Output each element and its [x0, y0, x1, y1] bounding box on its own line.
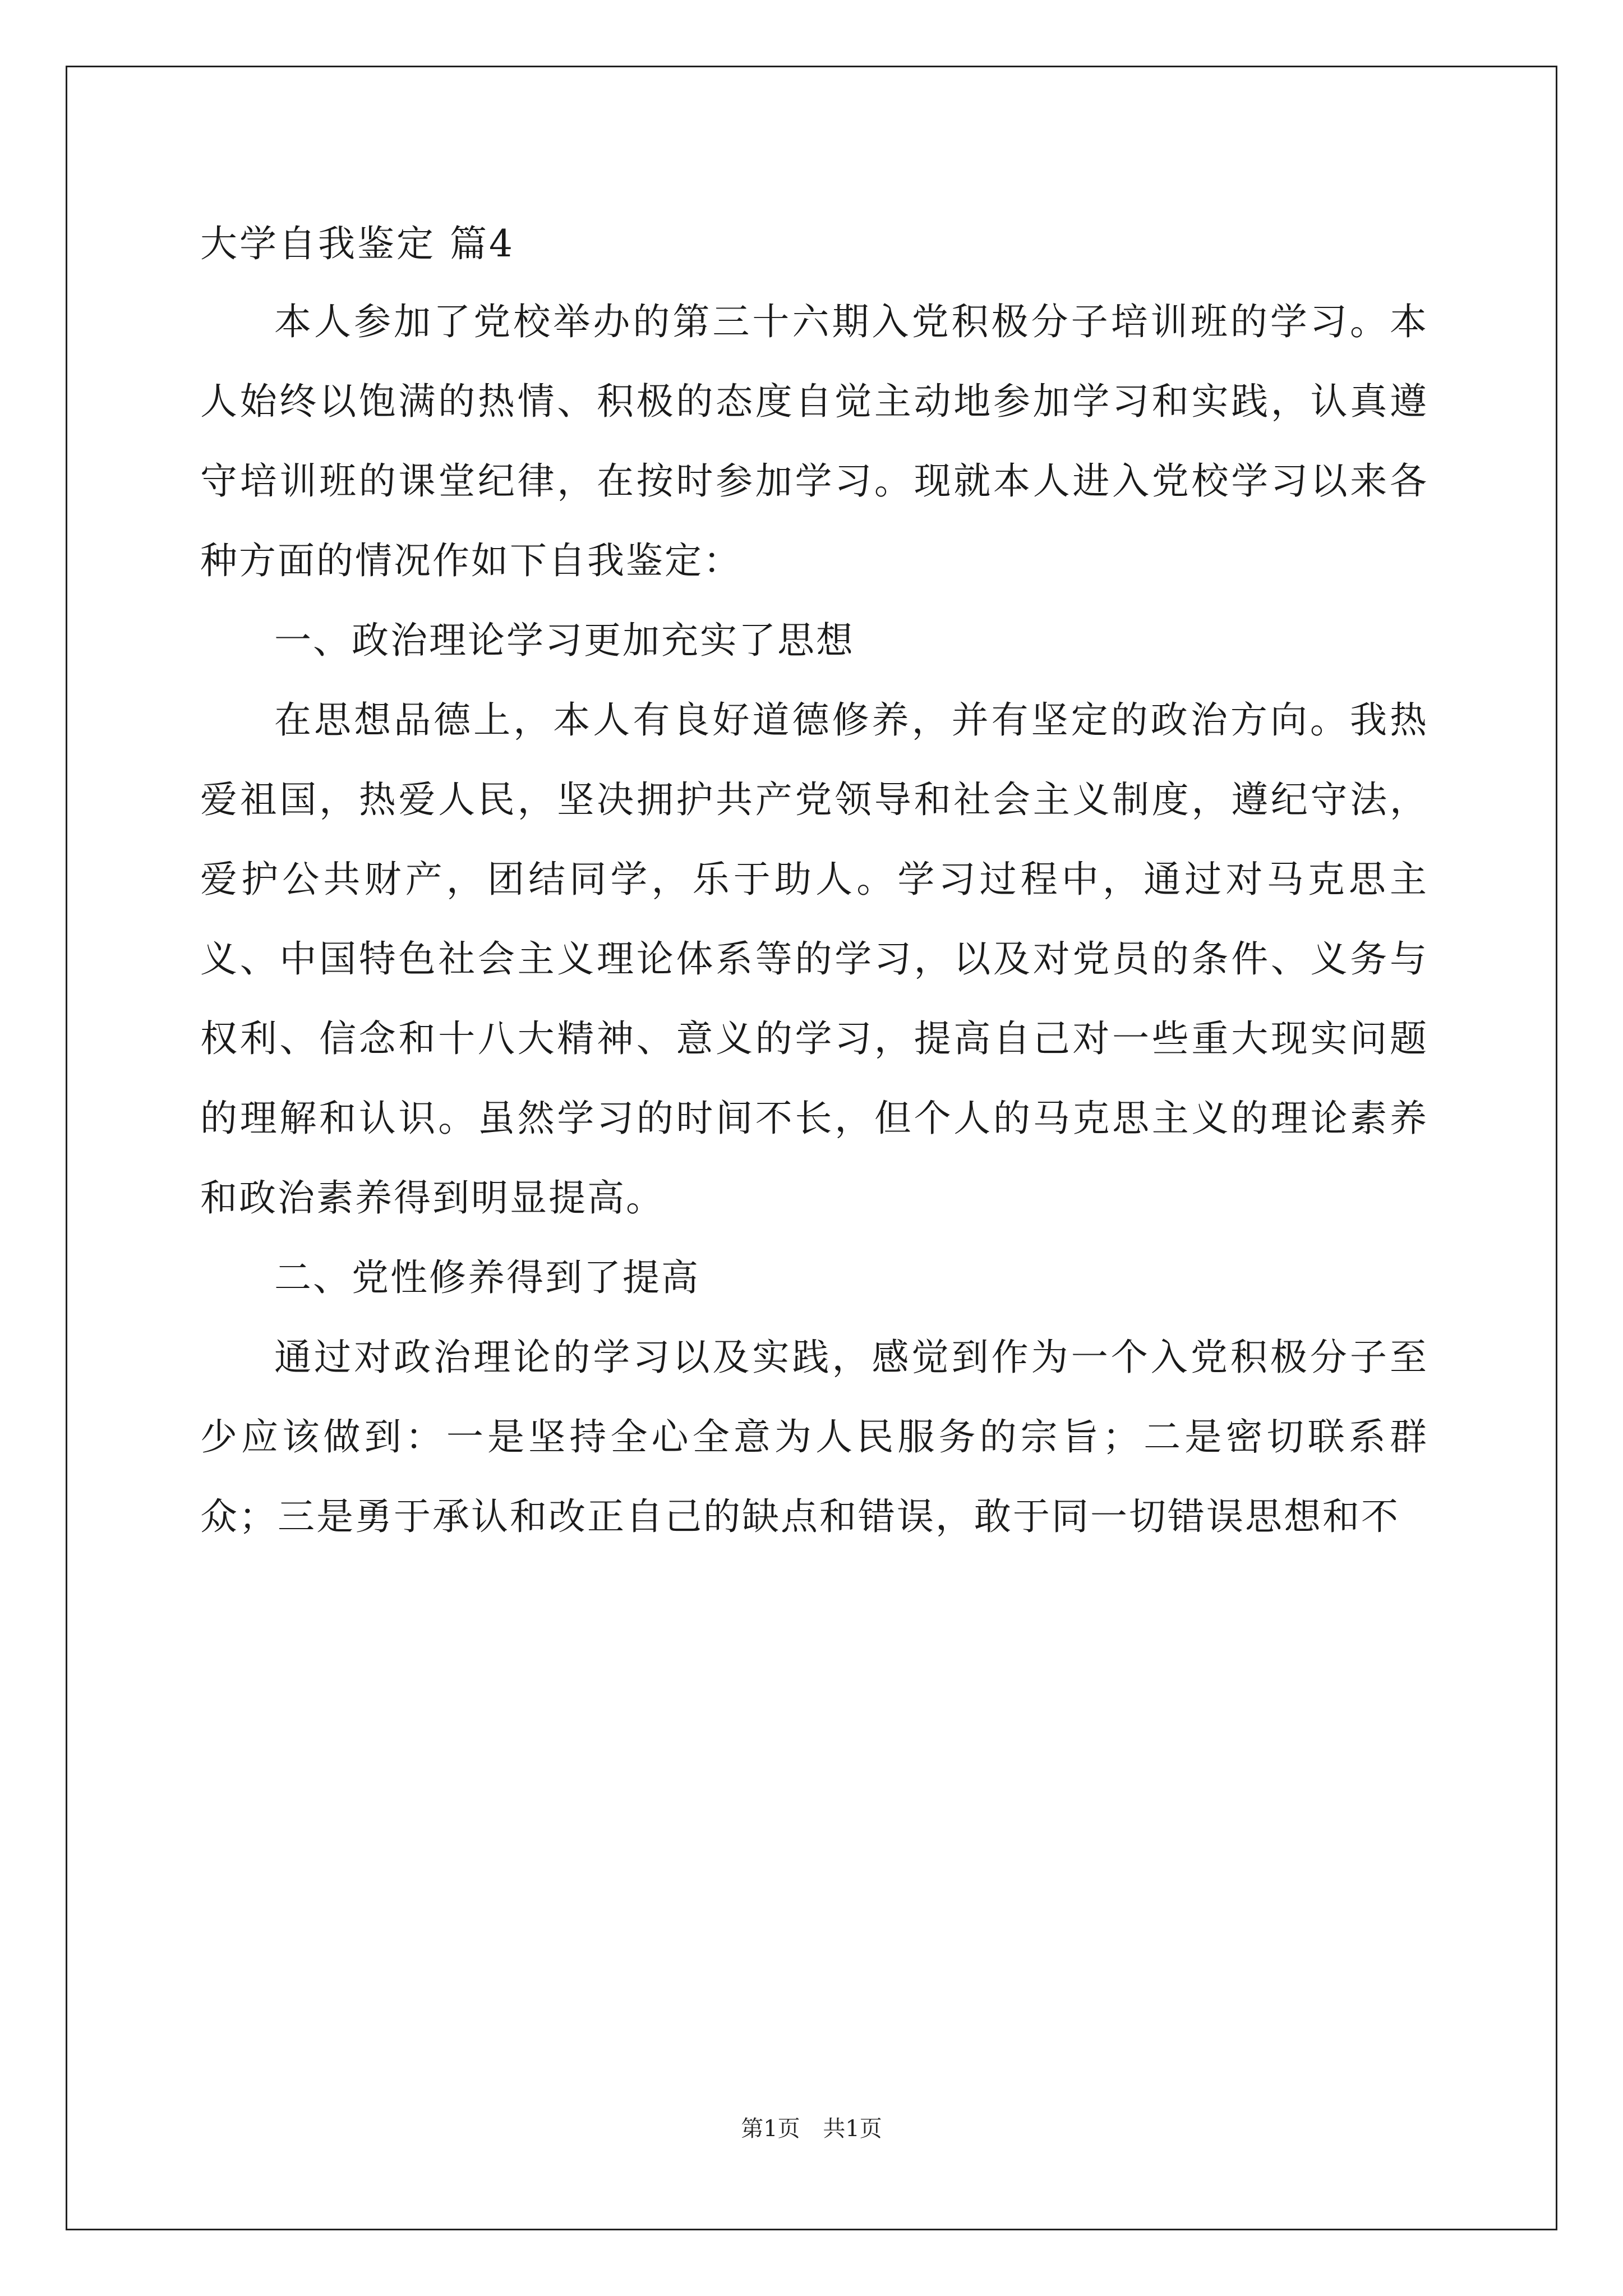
paragraph-intro: 本人参加了党校举办的第三十六期入党积极分子培训班的学习。本人始终以饱满的热情、积极的态度自觉主动地参加学习和实践，认真遵守培训班的课堂纪律，在按时参加学习。现就本人进入党校学习以来各种方面的情况作如下自我鉴定： — [200, 300, 1428, 582]
document-body — [200, 222, 1428, 1557]
paragraph-political-theory: 在思想品德上，本人有良好道德修养，并有坚定的政治方向。我热爱祖国，热爱人民，坚决拥护共产党领导和社会主义制度，遵纪守法，爱护公共财产，团结同学，乐于助人。学习过程中，通过对马克思主义、中国特色社会主义理论体系等的学习，以及对党员的条件、义务与权利、信念和十八大精神、意义的学习，提高自己对一些重大现实问题的理解和认识。虽然学习的时间不长，但个人的马克思主义的理论素养和政治素养得到明显提高。 — [200, 698, 1428, 1220]
page-footer — [0, 2115, 1623, 2143]
page-number: 第1页 — [741, 2116, 800, 2142]
page-total: 共1页 — [823, 2116, 882, 2142]
document-title: 大学自我鉴定 篇4 — [200, 222, 515, 265]
paragraph-party-spirit: 通过对政治理论的学习以及实践，感觉到作为一个入党积极分子至少应该做到：一是坚持全心全意为人民服务的宗旨；二是密切联系群众；三是勇于承认和改正自己的缺点和错误，敢于同一切错误思想和不 — [200, 1336, 1428, 1538]
section-heading-2: 二、党性修养得到了提高 — [274, 1256, 700, 1299]
section-heading-1: 一、政治理论学习更加充实了思想 — [274, 619, 855, 662]
